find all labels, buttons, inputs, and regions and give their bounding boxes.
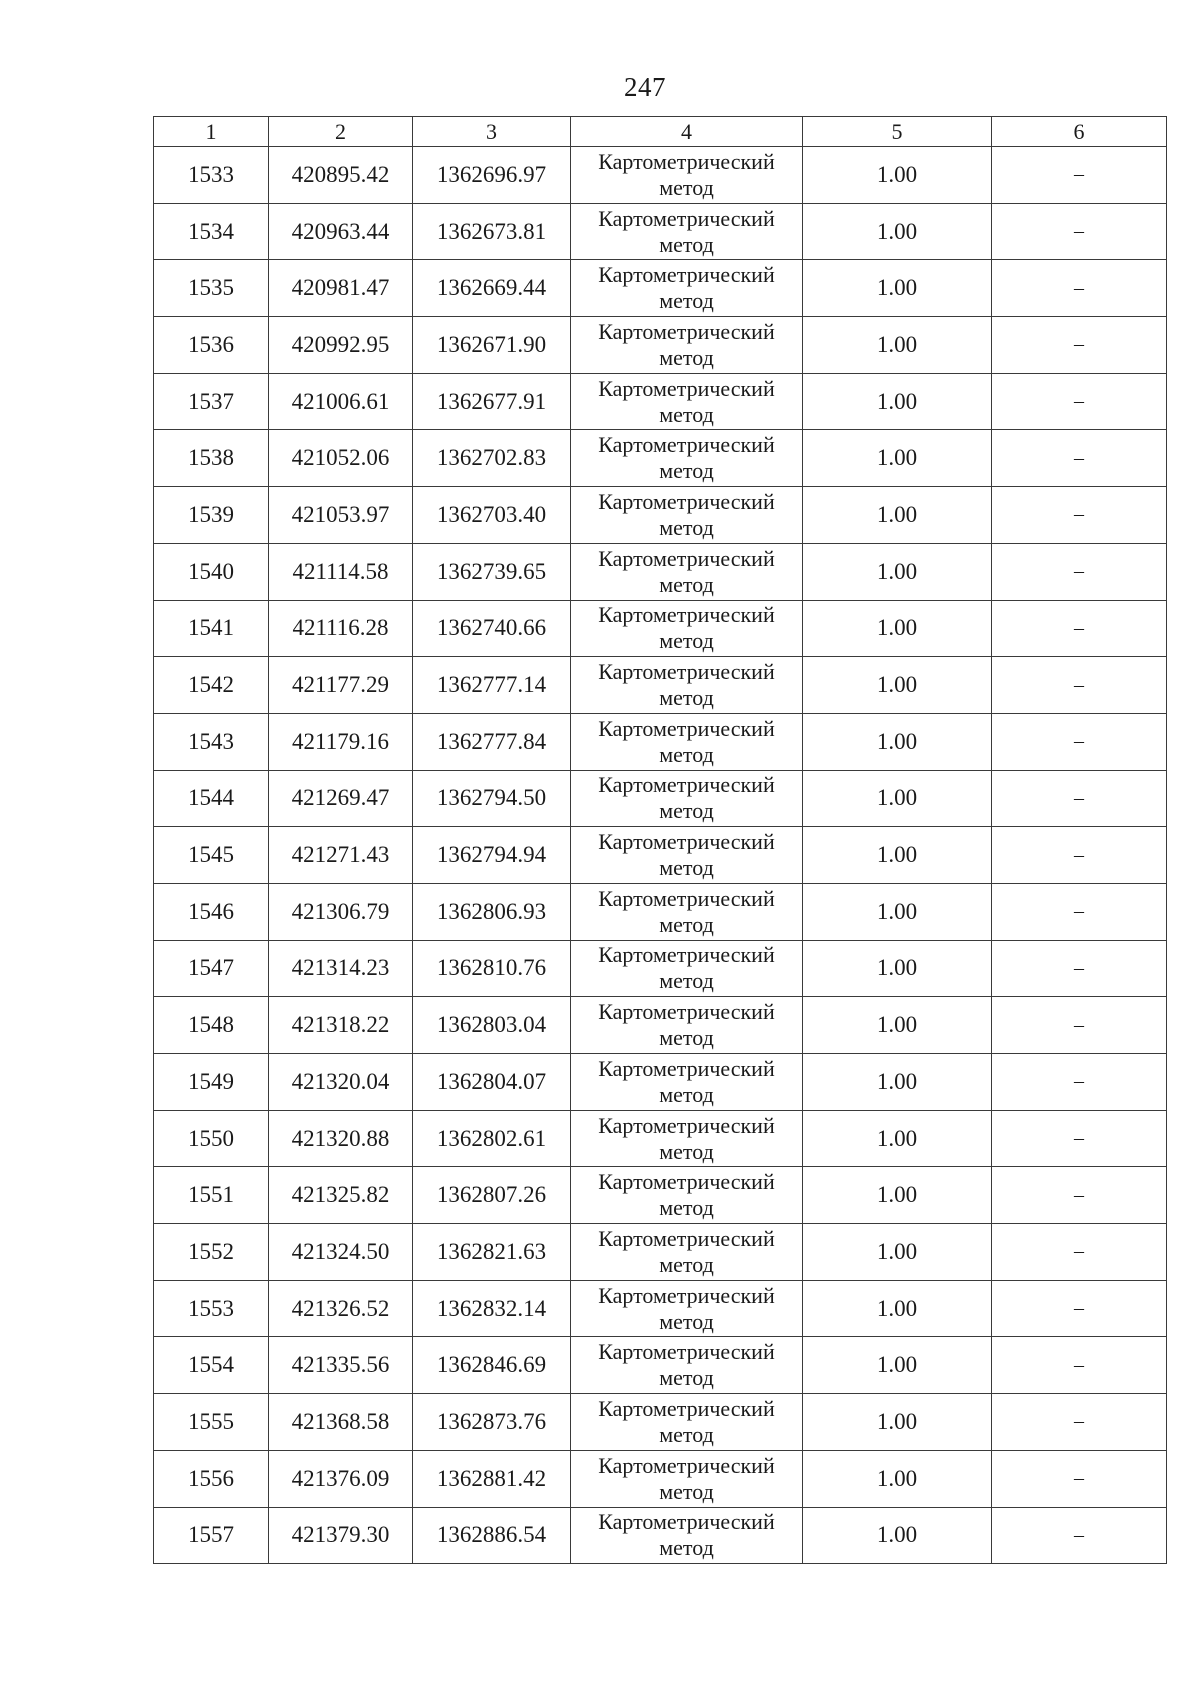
method-cell: Картометрический метод [571,600,803,657]
precision-cell: 1.00 [803,1224,992,1281]
note-cell: – [992,1450,1167,1507]
x-coordinate-cell: 421271.43 [269,827,413,884]
note-cell: – [992,1280,1167,1337]
x-coordinate-cell: 421326.52 [269,1280,413,1337]
note-cell: – [992,1224,1167,1281]
method-cell: Картометрический метод [571,260,803,317]
point-number-cell: 1537 [154,373,269,430]
note-cell: – [992,883,1167,940]
precision-cell: 1.00 [803,260,992,317]
coordinates-table [153,116,1167,1564]
column-header-6: 6 [992,117,1167,147]
y-coordinate-cell: 1362671.90 [413,317,571,374]
point-number-cell: 1549 [154,1054,269,1111]
y-coordinate-cell: 1362810.76 [413,940,571,997]
point-number-cell: 1541 [154,600,269,657]
x-coordinate-cell: 421376.09 [269,1450,413,1507]
precision-cell: 1.00 [803,827,992,884]
point-number-cell: 1548 [154,997,269,1054]
note-cell: – [992,940,1167,997]
note-cell: – [992,1054,1167,1111]
x-coordinate-cell: 420992.95 [269,317,413,374]
method-cell: Картометрический метод [571,940,803,997]
note-cell: – [992,827,1167,884]
table-row [154,1337,1167,1394]
x-coordinate-cell: 421177.29 [269,657,413,714]
point-number-cell: 1534 [154,203,269,260]
x-coordinate-cell: 421269.47 [269,770,413,827]
point-number-cell: 1536 [154,317,269,374]
y-coordinate-cell: 1362739.65 [413,543,571,600]
y-coordinate-cell: 1362873.76 [413,1394,571,1451]
table-row [154,940,1167,997]
precision-cell: 1.00 [803,600,992,657]
table-row [154,1280,1167,1337]
x-coordinate-cell: 421335.56 [269,1337,413,1394]
table-row [154,430,1167,487]
method-cell: Картометрический метод [571,827,803,884]
note-cell: – [992,1110,1167,1167]
y-coordinate-cell: 1362804.07 [413,1054,571,1111]
y-coordinate-cell: 1362803.04 [413,997,571,1054]
note-cell: – [992,713,1167,770]
precision-cell: 1.00 [803,373,992,430]
point-number-cell: 1556 [154,1450,269,1507]
note-cell: – [992,487,1167,544]
method-cell: Картометрический метод [571,770,803,827]
precision-cell: 1.00 [803,1394,992,1451]
point-number-cell: 1551 [154,1167,269,1224]
method-cell: Картометрический метод [571,1224,803,1281]
method-cell: Картометрический метод [571,430,803,487]
table-row [154,770,1167,827]
x-coordinate-cell: 420981.47 [269,260,413,317]
precision-cell: 1.00 [803,997,992,1054]
x-coordinate-cell: 421379.30 [269,1507,413,1564]
x-coordinate-cell: 420895.42 [269,147,413,204]
table-row [154,657,1167,714]
method-cell: Картометрический метод [571,657,803,714]
point-number-cell: 1544 [154,770,269,827]
note-cell: – [992,1394,1167,1451]
table-row [154,1054,1167,1111]
table-row [154,487,1167,544]
x-coordinate-cell: 421320.04 [269,1054,413,1111]
method-cell: Картометрический метод [571,997,803,1054]
table-body [154,147,1167,1564]
precision-cell: 1.00 [803,883,992,940]
table-row [154,543,1167,600]
note-cell: – [992,543,1167,600]
table-row [154,1450,1167,1507]
note-cell: – [992,317,1167,374]
table-row [154,317,1167,374]
precision-cell: 1.00 [803,543,992,600]
method-cell: Картометрический метод [571,1280,803,1337]
x-coordinate-cell: 421368.58 [269,1394,413,1451]
x-coordinate-cell: 421179.16 [269,713,413,770]
method-cell: Картометрический метод [571,1110,803,1167]
y-coordinate-cell: 1362806.93 [413,883,571,940]
table-row [154,1394,1167,1451]
point-number-cell: 1545 [154,827,269,884]
y-coordinate-cell: 1362802.61 [413,1110,571,1167]
x-coordinate-cell: 421306.79 [269,883,413,940]
y-coordinate-cell: 1362881.42 [413,1450,571,1507]
precision-cell: 1.00 [803,203,992,260]
method-cell: Картометрический метод [571,1394,803,1451]
table-row [154,147,1167,204]
table-row [154,260,1167,317]
point-number-cell: 1542 [154,657,269,714]
point-number-cell: 1540 [154,543,269,600]
point-number-cell: 1552 [154,1224,269,1281]
x-coordinate-cell: 421314.23 [269,940,413,997]
x-coordinate-cell: 421320.88 [269,1110,413,1167]
table-row [154,600,1167,657]
table-row [154,827,1167,884]
method-cell: Картометрический метод [571,317,803,374]
point-number-cell: 1543 [154,713,269,770]
column-header-4: 4 [571,117,803,147]
page-number: 247 [624,72,666,102]
y-coordinate-cell: 1362696.97 [413,147,571,204]
table-row [154,713,1167,770]
table-row [154,1167,1167,1224]
column-header-5: 5 [803,117,992,147]
x-coordinate-cell: 420963.44 [269,203,413,260]
precision-cell: 1.00 [803,713,992,770]
y-coordinate-cell: 1362846.69 [413,1337,571,1394]
note-cell: – [992,1337,1167,1394]
note-cell: – [992,260,1167,317]
x-coordinate-cell: 421318.22 [269,997,413,1054]
note-cell: – [992,770,1167,827]
point-number-cell: 1554 [154,1337,269,1394]
table-header-row [154,117,1167,147]
point-number-cell: 1539 [154,487,269,544]
precision-cell: 1.00 [803,147,992,204]
column-header-3: 3 [413,117,571,147]
x-coordinate-cell: 421116.28 [269,600,413,657]
table-row [154,1507,1167,1564]
y-coordinate-cell: 1362677.91 [413,373,571,430]
method-cell: Картометрический метод [571,147,803,204]
x-coordinate-cell: 421053.97 [269,487,413,544]
precision-cell: 1.00 [803,1337,992,1394]
x-coordinate-cell: 421006.61 [269,373,413,430]
point-number-cell: 1533 [154,147,269,204]
note-cell: – [992,1507,1167,1564]
table-row [154,373,1167,430]
method-cell: Картометрический метод [571,1450,803,1507]
precision-cell: 1.00 [803,940,992,997]
y-coordinate-cell: 1362886.54 [413,1507,571,1564]
method-cell: Картометрический метод [571,883,803,940]
precision-cell: 1.00 [803,487,992,544]
precision-cell: 1.00 [803,770,992,827]
y-coordinate-cell: 1362794.94 [413,827,571,884]
point-number-cell: 1557 [154,1507,269,1564]
method-cell: Картометрический метод [571,543,803,600]
method-cell: Картометрический метод [571,487,803,544]
y-coordinate-cell: 1362740.66 [413,600,571,657]
method-cell: Картометрический метод [571,1507,803,1564]
column-header-1: 1 [154,117,269,147]
method-cell: Картометрический метод [571,203,803,260]
x-coordinate-cell: 421325.82 [269,1167,413,1224]
note-cell: – [992,600,1167,657]
x-coordinate-cell: 421324.50 [269,1224,413,1281]
note-cell: – [992,997,1167,1054]
y-coordinate-cell: 1362777.14 [413,657,571,714]
precision-cell: 1.00 [803,1110,992,1167]
point-number-cell: 1550 [154,1110,269,1167]
table-row [154,203,1167,260]
table-row [154,883,1167,940]
precision-cell: 1.00 [803,430,992,487]
note-cell: – [992,430,1167,487]
precision-cell: 1.00 [803,1507,992,1564]
point-number-cell: 1535 [154,260,269,317]
note-cell: – [992,373,1167,430]
method-cell: Картометрический метод [571,713,803,770]
precision-cell: 1.00 [803,1054,992,1111]
table-row [154,1110,1167,1167]
precision-cell: 1.00 [803,1450,992,1507]
method-cell: Картометрический метод [571,1337,803,1394]
point-number-cell: 1546 [154,883,269,940]
y-coordinate-cell: 1362821.63 [413,1224,571,1281]
point-number-cell: 1553 [154,1280,269,1337]
y-coordinate-cell: 1362777.84 [413,713,571,770]
method-cell: Картометрический метод [571,1167,803,1224]
note-cell: – [992,1167,1167,1224]
precision-cell: 1.00 [803,1280,992,1337]
column-header-2: 2 [269,117,413,147]
y-coordinate-cell: 1362673.81 [413,203,571,260]
y-coordinate-cell: 1362794.50 [413,770,571,827]
note-cell: – [992,147,1167,204]
note-cell: – [992,203,1167,260]
precision-cell: 1.00 [803,1167,992,1224]
table-row [154,1224,1167,1281]
x-coordinate-cell: 421114.58 [269,543,413,600]
y-coordinate-cell: 1362703.40 [413,487,571,544]
x-coordinate-cell: 421052.06 [269,430,413,487]
precision-cell: 1.00 [803,317,992,374]
table-row [154,997,1167,1054]
point-number-cell: 1547 [154,940,269,997]
point-number-cell: 1538 [154,430,269,487]
precision-cell: 1.00 [803,657,992,714]
y-coordinate-cell: 1362807.26 [413,1167,571,1224]
y-coordinate-cell: 1362669.44 [413,260,571,317]
method-cell: Картометрический метод [571,373,803,430]
y-coordinate-cell: 1362702.83 [413,430,571,487]
note-cell: – [992,657,1167,714]
method-cell: Картометрический метод [571,1054,803,1111]
point-number-cell: 1555 [154,1394,269,1451]
y-coordinate-cell: 1362832.14 [413,1280,571,1337]
